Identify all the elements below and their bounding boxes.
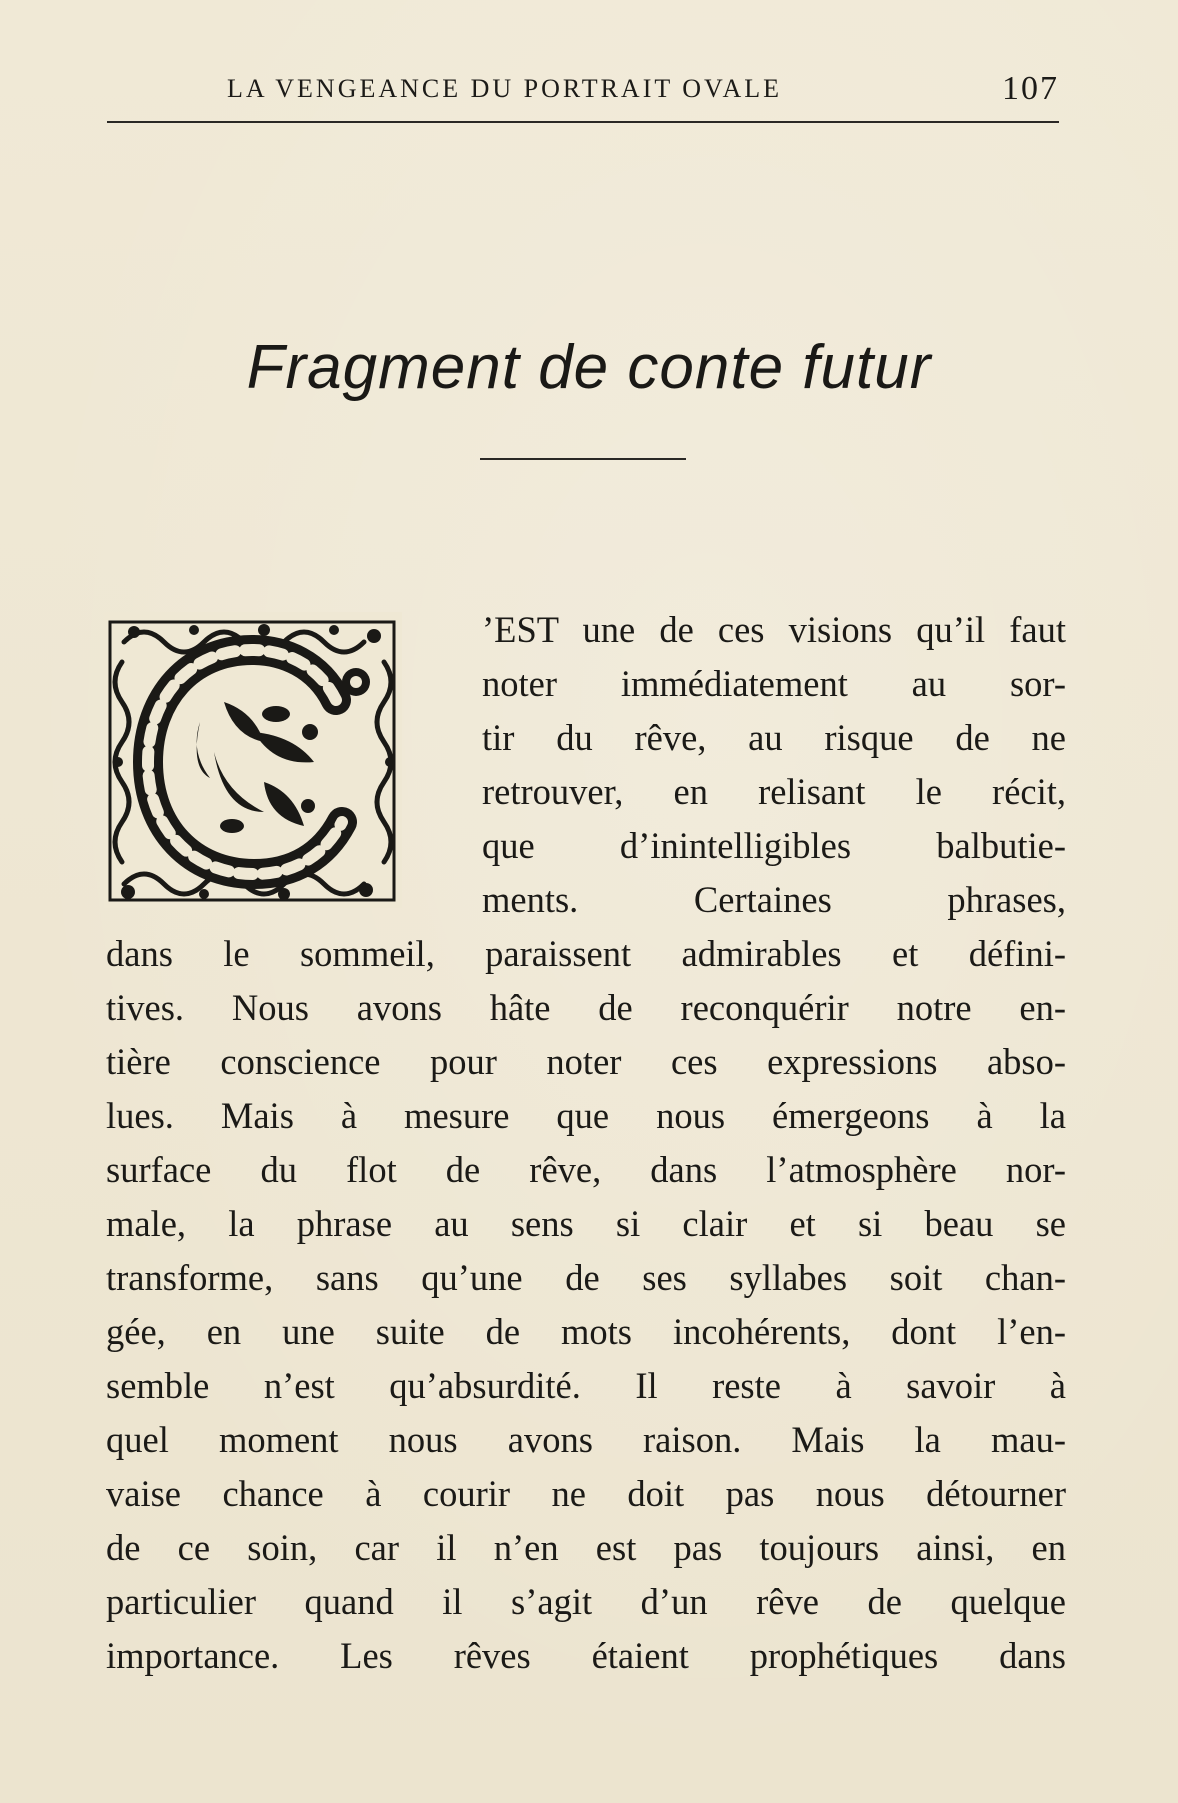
body-line: de ce soin, car il n’en est pas toujours ainsi, en xyxy=(106,1527,1066,1568)
running-header xyxy=(107,70,1059,114)
body-line: vaise chance à courir ne doit pas nous détourner xyxy=(106,1473,1066,1514)
body-line: surface du flot de rêve, dans l’atmosphère nor- xyxy=(106,1149,1066,1190)
body-line: importance. Les rêves étaient prophétiques dans xyxy=(106,1635,1066,1676)
body-line: que d’inintelligibles balbutie- xyxy=(482,825,1066,866)
body-line: ’EST une de ces visions qu’il faut xyxy=(482,609,1066,650)
body-line: gée, en une suite de mots incohérents, dont l’en- xyxy=(106,1311,1066,1352)
header-rule xyxy=(107,121,1059,123)
body-line: transforme, sans qu’une de ses syllabes soit chan- xyxy=(106,1257,1066,1298)
title-rule xyxy=(480,458,686,460)
running-title: LA VENGEANCE DU PORTRAIT OVALE xyxy=(227,74,783,103)
body-line: noter immédiatement au sor- xyxy=(482,663,1066,704)
chapter-title: Fragment de conte futur xyxy=(246,333,932,402)
body-line: particulier quand il s’agit d’un rêve de quelque xyxy=(106,1581,1066,1622)
body-line: ments. Certaines phrases, xyxy=(482,879,1066,920)
body-line: tives. Nous avons hâte de reconquérir notre en- xyxy=(106,987,1066,1028)
body-line: tir du rêve, au risque de ne xyxy=(482,717,1066,758)
ornamental-drop-cap-icon xyxy=(104,612,402,908)
body-line: quel moment nous avons raison. Mais la mau- xyxy=(106,1419,1066,1460)
body-line: semble n’est qu’absurdité. Il reste à savoir à xyxy=(106,1365,1066,1406)
body-line: dans le sommeil, paraissent admirables et défini- xyxy=(106,933,1066,974)
body-line: tière conscience pour noter ces expressions abso- xyxy=(106,1041,1066,1082)
body-line: male, la phrase au sens si clair et si beau se xyxy=(106,1203,1066,1244)
body-line: lues. Mais à mesure que nous émergeons à la xyxy=(106,1095,1066,1136)
page-number: 107 xyxy=(1002,70,1059,107)
body-line: retrouver, en relisant le récit, xyxy=(482,771,1066,812)
